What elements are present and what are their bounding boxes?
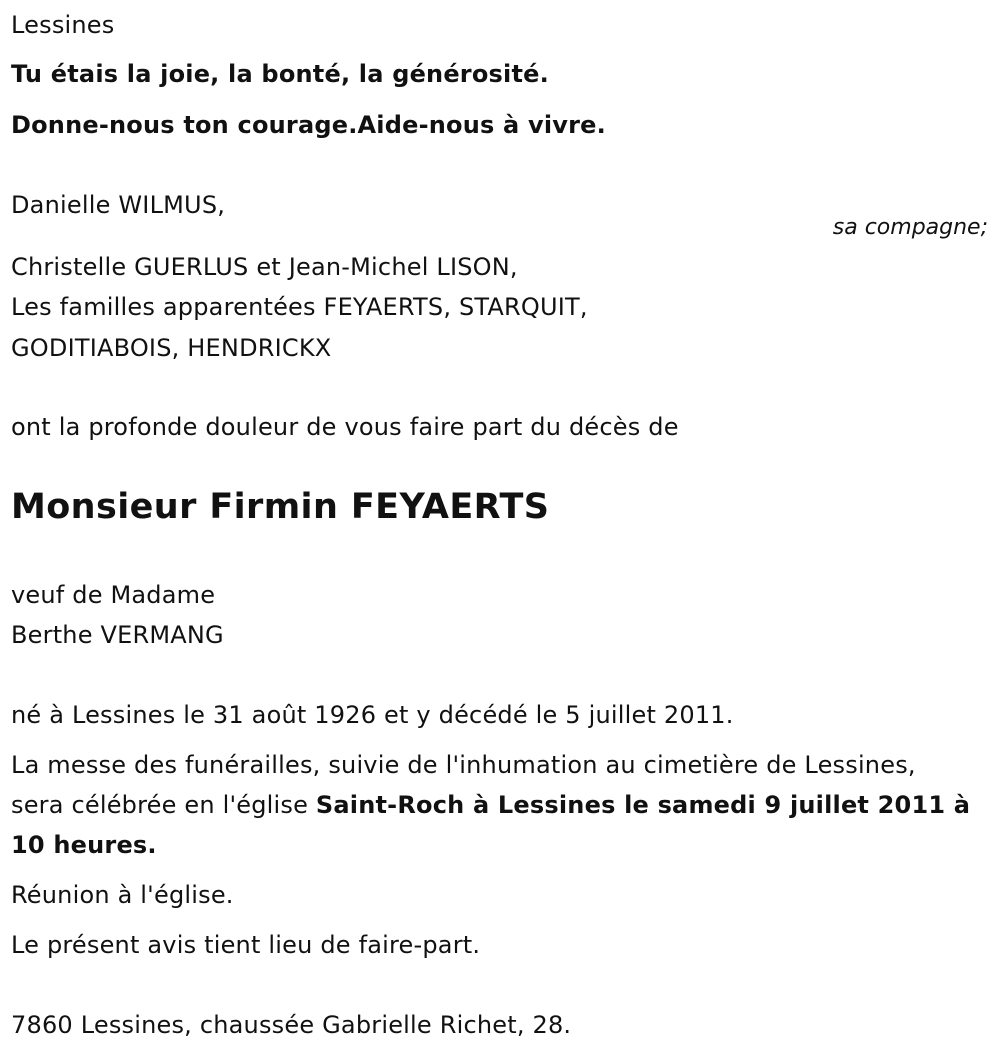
poem-line-2: Donne-nous ton courage.Aide-nous à vivre.: [11, 111, 606, 139]
companion-name: Danielle WILMUS,: [11, 191, 226, 219]
mass-details-bold: Saint-Roch à Lessines le samedi 9 juillet 2011 à: [315, 791, 971, 819]
town-name: Lessines: [11, 11, 115, 39]
birth-death-text: né à Lessines le 31 août 1926 et y décédé le 5 juillet 2011.: [11, 701, 734, 729]
deceased-name: Monsieur Firmin FEYAERTS: [11, 487, 550, 527]
announcement-text: ont la profonde douleur de vous faire part du décès de: [11, 413, 679, 441]
address-text: 7860 Lessines, chaussée Gabrielle Richet, 28.: [11, 1011, 572, 1039]
mass-line-2: [11, 790, 970, 820]
mass-line-1: La messe des funérailles, suivie de l'inhumation au cimetière de Lessines,: [11, 751, 916, 779]
companion-role: sa compagne;: [832, 215, 988, 240]
notice-note: Le présent avis tient lieu de faire-part.: [11, 931, 481, 959]
family-line-2: Les familles apparentées FEYAERTS, STARQUIT,: [11, 293, 588, 321]
widower-line-2: Berthe VERMANG: [11, 621, 224, 649]
widower-line-1: veuf de Madame: [11, 581, 216, 609]
family-line-3: GODITIABOIS, HENDRICKX: [11, 334, 332, 362]
poem-line-1: Tu étais la joie, la bonté, la générosité.: [11, 60, 549, 88]
mass-time: 10 heures.: [11, 831, 157, 859]
family-line-1: Christelle GUERLUS et Jean-Michel LISON,: [11, 253, 518, 281]
mass-line-2-prefix: sera célébrée en l'église: [11, 791, 316, 819]
meeting-text: Réunion à l'église.: [11, 881, 234, 909]
